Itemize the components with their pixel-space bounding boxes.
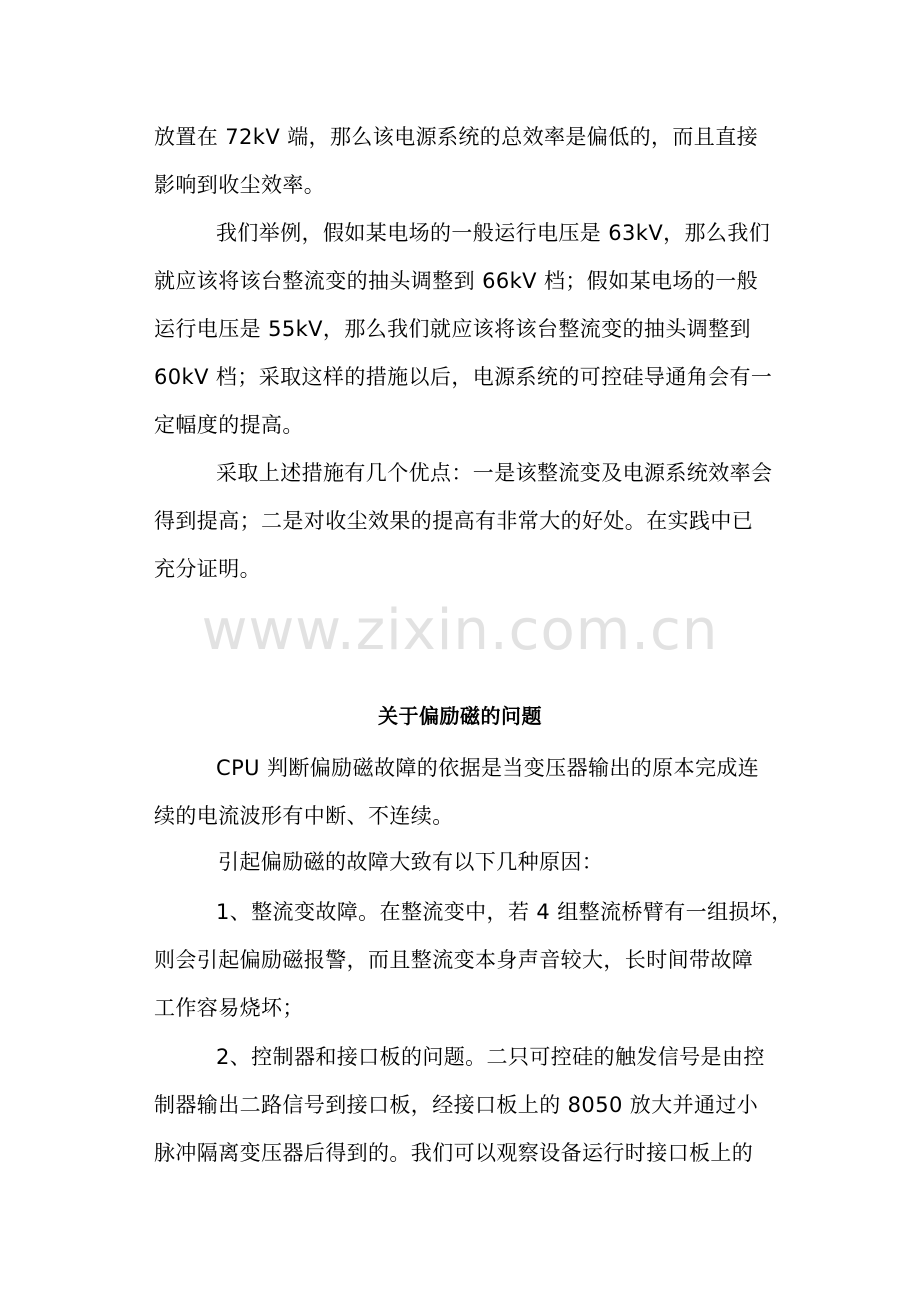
paragraph-2 (154, 209, 773, 449)
paragraph-7 (154, 1033, 769, 1177)
paragraph-1 (154, 113, 769, 209)
paragraph-3 (154, 449, 773, 593)
text-line: 影响到收尘效率。 (154, 173, 326, 197)
text-line: 续的电流波形有中断、不连续。 (154, 804, 454, 828)
text-line: 我们举例，假如某电场的一般运行电压是 63kV，那么我们 (216, 221, 771, 245)
text-line: 2、控制器和接口板的问题。二只可控硅的触发信号是由控 (216, 1045, 765, 1069)
text-line: 1、整流变故障。在整流变中，若 4 组整流桥臂有一组损坏， (216, 900, 793, 924)
text-line: 运行电压是 55kV，那么我们就应该将该台整流变的抽头调整到 (154, 317, 751, 341)
text-line: 得到提高；二是对收尘效果的提高有非常大的好处。在实践中已 (154, 509, 754, 533)
text-line: CPU 判断偏励磁故障的依据是当变压器输出的原本完成连 (216, 756, 760, 780)
paragraph-5 (154, 838, 769, 886)
paragraph-4 (154, 744, 769, 840)
text-line: 采取上述措施有几个优点：一是该整流变及电源系统效率会 (216, 461, 773, 485)
section-heading: 关于偏励磁的问题 (378, 704, 542, 728)
text-line: 脉冲隔离变压器后得到的。我们可以观察设备运行时接口板上的 (154, 1141, 754, 1165)
text-line: 放置在 72kV 端，那么该电源系统的总效率是偏低的，而且直接 (154, 125, 758, 149)
text-line: 60kV 档；采取这样的措施以后，电源系统的可控硅导通角会有一 (154, 365, 773, 389)
text-line: 制器输出二路信号到接口板，经接口板上的 8050 放大并通过小 (154, 1093, 759, 1117)
text-line: 就应该将该台整流变的抽头调整到 66kV 档；假如某电场的一般 (154, 269, 758, 293)
watermark: www.zixin.com.cn (201, 598, 719, 663)
text-line: 引起偏励磁的故障大致有以下几种原因： (218, 850, 604, 874)
text-line: 工作容易烧坏； (154, 996, 304, 1020)
text-line: 充分证明。 (154, 557, 261, 581)
text-line: 定幅度的提高。 (154, 413, 304, 437)
paragraph-6 (154, 888, 793, 1032)
text-line: 则会引起偏励磁报警，而且整流变本身声音较大，长时间带故障 (154, 948, 754, 972)
